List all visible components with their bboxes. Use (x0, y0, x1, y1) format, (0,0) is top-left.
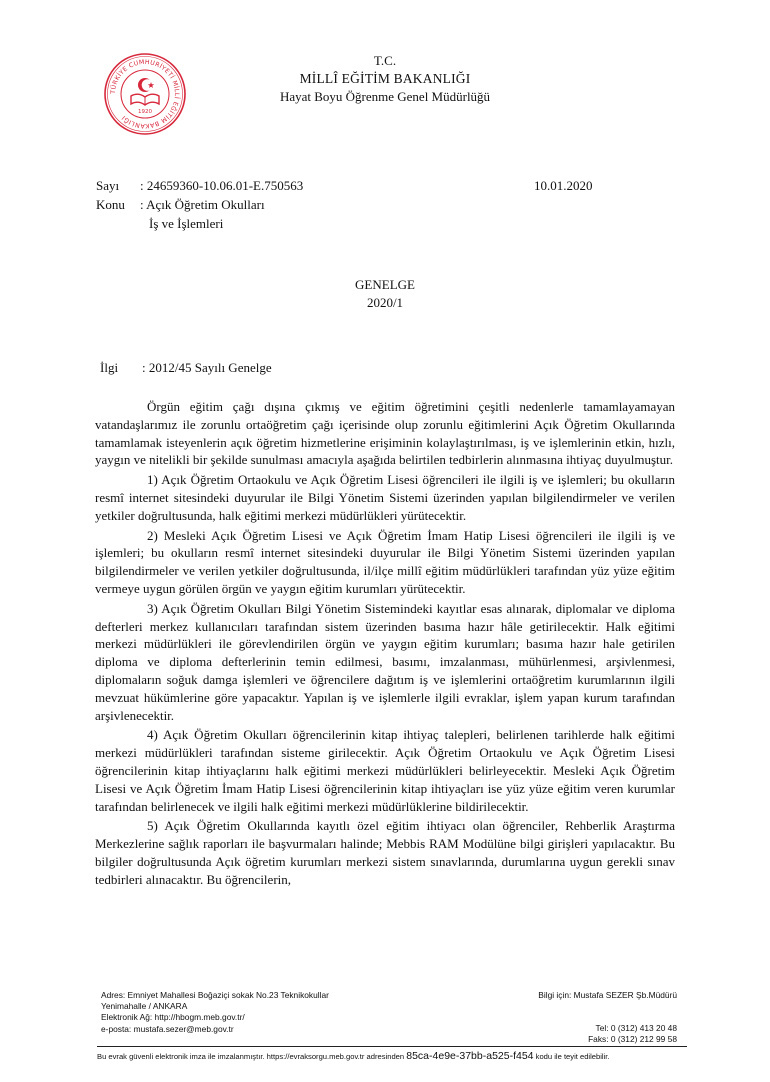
title-number: 2020/1 (366, 295, 404, 310)
footer-address-block (101, 990, 421, 1035)
verify-code: 85ca-4e9e-37bb-a525-f454 (406, 1050, 534, 1062)
paragraph-item-1: 1) Açık Öğretim Ortaokulu ve Açık Öğretim Lisesi öğrencileri ile ilgili iş ve işlemleri; bu okulların resmî internet sitesindeki duyurular ile Bilgi Yönetim Sistemi üzerinden yapılan bilgilendirmeler ve verilen yetkiler doğrultusunda, halk eğitimi merkezi müdürlükleri yürütecektir. (95, 472, 675, 523)
sayi-label: Sayı (96, 178, 120, 193)
header-tc: T.C. (373, 53, 397, 68)
footer-fax: Faks: 0 (312) 212 99 58 (588, 1034, 677, 1045)
footer-divider (97, 1046, 687, 1047)
header-directorate: Hayat Boyu Öğrenme Genel Müdürlüğü (279, 89, 491, 104)
footer-tel: Tel: 0 (312) 413 20 48 (595, 1023, 677, 1034)
konu-value-1: : Açık Öğretim Okulları (140, 197, 265, 212)
verify-suffix: kodu ile teyit edilebilir. (535, 1052, 610, 1061)
seal-ring-text: TÜRKİYE CUMHURİYETİ MİLLÎ EĞİTİM BAKANLIĞI (109, 58, 181, 130)
seal-year: 1920 (138, 109, 152, 115)
paragraph-item-4: 4) Açık Öğretim Okulları öğrencilerinin kitap ihtiyaç talepleri, belirlenen tarihlerde halk eğitimi merkezi müdürlükleri tarafından sisteme girilecektir. Açık Öğretim Ortaokulu ve Açık Öğretim Lisesi öğrencilerinin kitap ihtiyaçlarını halk eğitimi merkezi müdürlükleri belirleyecektir. Mesleki Açık Öğretim Lisesi ve Açık Öğretim İmam Hatip Lisesi öğrencilerinin kitap ihtiyaçları ise yüz yüze eğitim veren kurumlar tarafından belirlenecek ve ilgili halk eğitimi merkezi müdürlüklerine bildirilecektir. (95, 727, 675, 814)
document-title (0, 276, 770, 312)
verify-prefix: Bu evrak güvenli elektronik imza ile imzalanmıştır. https://evraksorgu.meb.gov.tr adresinden (97, 1052, 405, 1061)
title-genelge: GENELGE (355, 277, 415, 292)
header-ministry: MİLLÎ EĞİTİM BAKANLIĞI (299, 71, 471, 86)
verification-line (97, 1050, 697, 1062)
sayi-value: : 24659360-10.06.01-E.750563 (140, 178, 304, 193)
konu-label: Konu (96, 197, 125, 212)
paragraph-item-2: 2) Mesleki Açık Öğretim Lisesi ve Açık Öğretim İmam Hatip Lisesi öğrencileri ile ilgili iş ve işlemleri; bu okulların resmî internet sitesindeki duyurular ile Bilgi Yönetim Sistemi üzerinden yapılan bilgilendirmeler ve verilen yetkiler doğrultusunda, il/ilçe millî eğitim müdürlükleri tarafından yüz yüze eğitim vermeye uygun görülen örgün ve yaygın eğitim kurumları yürütecektir. (95, 527, 675, 596)
footer-info: Bilgi için: Mustafa SEZER Şb.Müdürü (538, 990, 677, 1000)
paragraph-intro: Örgün eğitim çağı dışına çıkmış ve eğitim öğretimini çeşitli nedenlerle tamamlayamayan vatandaşlarımız ile zorunlu ortaöğretim çağı içerisinde olup zorunlu eğitimlerini Açık Öğretim Okullarında tamamlamak isteyenlerin açık öğretim hizmetlerine erişiminin kolaylaştırılması, iş ve işlemlerinin etkin, hızlı, yaygın ve nitelikli bir şekilde sunulması amacıyla aşağıda belirtilen tedbirlerin alınmasına ihtiyaç duyulmuştur. (95, 399, 675, 468)
document-body (95, 398, 675, 891)
konu-row (96, 195, 616, 214)
footer-address-1: Adres: Emniyet Mahallesi Boğaziçi sokak No.23 Teknikokullar (101, 990, 329, 1000)
ilgi-row (100, 358, 272, 377)
paragraph-item-5: 5) Açık Öğretim Okullarında kayıtlı özel eğitim ihtiyacı olan öğrenciler, Rehberlik Araştırma Merkezlerine sağlık raporları ile başvurmaları halinde; Mebbis RAM Modülüne bilgi girişleri yapılacaktır. Bu bilgiler doğrultusunda Açık öğretim kurumları merkezi sistem sınavlarında, durumlarına uygun gerekli sınav tedbirleri alınacaktır. Bu öğrencilerin, (95, 818, 675, 887)
footer-address-2: Yenimahalle / ANKARA (101, 1001, 188, 1012)
letterhead (200, 52, 570, 106)
ilgi-label: İlgi (100, 360, 119, 375)
footer-email: e-posta: mustafa.sezer@meb.gov.tr (101, 1023, 234, 1034)
footer-web: Elektronik Ağ: http://hbogm.meb.gov.tr/ (101, 1012, 245, 1023)
ministry-seal-logo (103, 52, 187, 136)
paragraph-item-3: 3) Açık Öğretim Okulları Bilgi Yönetim Sistemindeki kayıtlar esas alınarak, diplomalar ve diploma defterleri merkez kullanıcıları tarafından sistem üzerinden basıma hazır hâle getirilecektir. Halk eğitimi merkezi müdürlükleri ile görevlendirilen örgün ve yaygın eğitim kurumları; basıma hazır hale getirilen diploma ve diploma defterlerinin temin edilmesi, basımı, imzalanması, mühürlenmesi, arşivlenmesi, diplomaların soğuk damga işlemleri ve öğrencilere dağıtım iş ve işlemlerini ortaöğretim kurumlarının ilgili mevzuat hükümlerine göre yapacaktır. Yapılan iş ve işlemlerle ilgili evraklar, işlem yapan kurum tarafından arşivlenecektir. (95, 600, 675, 723)
footer-contact-block (470, 990, 677, 1046)
svg-text:TÜRKİYE CUMHURİYETİ MİLLÎ EĞİT (108, 59, 181, 129)
document-date: 10.01.2020 (534, 178, 593, 193)
konu-value-2: İş ve İşlemleri (149, 216, 224, 231)
ilgi-value: : 2012/45 Sayılı Genelge (142, 360, 272, 375)
